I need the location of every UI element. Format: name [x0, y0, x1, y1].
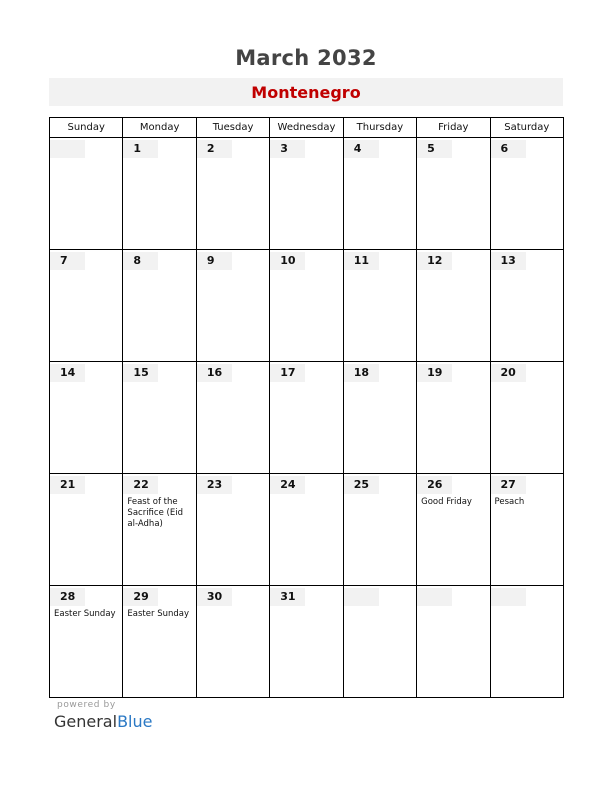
day-cell[interactable]	[123, 362, 196, 474]
day-number: 27	[491, 476, 526, 494]
day-number: 5	[417, 140, 452, 158]
weekday-header: Monday	[123, 118, 196, 138]
day-cell[interactable]	[50, 586, 123, 698]
week-row	[50, 362, 564, 474]
day-number: 11	[344, 252, 379, 270]
day-number: 2	[197, 140, 232, 158]
day-number: 1	[123, 140, 158, 158]
weekday-header: Tuesday	[196, 118, 269, 138]
weekday-header: Wednesday	[270, 118, 343, 138]
day-cell[interactable]	[417, 362, 490, 474]
holiday-label: Pesach	[494, 497, 525, 507]
day-cell[interactable]	[490, 362, 563, 474]
brand-blue-text: Blue	[117, 712, 153, 731]
calendar-grid	[49, 117, 564, 698]
day-cell[interactable]	[123, 138, 196, 250]
day-cell[interactable]	[196, 138, 269, 250]
day-number: 7	[50, 252, 85, 270]
day-number: 8	[123, 252, 158, 270]
day-number: 19	[417, 364, 452, 382]
country-banner	[49, 78, 563, 106]
day-number: 25	[344, 476, 379, 494]
day-cell[interactable]	[490, 586, 563, 698]
day-number: 9	[197, 252, 232, 270]
day-cell[interactable]	[417, 138, 490, 250]
generalblue-logo[interactable]	[54, 712, 152, 731]
day-cell[interactable]	[123, 474, 196, 586]
day-number: 20	[491, 364, 526, 382]
weekday-header: Saturday	[490, 118, 563, 138]
holiday-label: Easter Sunday	[54, 609, 116, 619]
day-cell[interactable]	[490, 474, 563, 586]
day-number: 14	[50, 364, 85, 382]
day-cell[interactable]	[196, 586, 269, 698]
day-number: 29	[123, 588, 158, 606]
holiday-label: Good Friday	[421, 497, 472, 507]
weekday-header-row	[50, 118, 564, 138]
brand-general-text: General	[54, 712, 118, 731]
day-number	[344, 588, 379, 606]
day-number: 13	[491, 252, 526, 270]
day-cell[interactable]	[270, 362, 343, 474]
day-number	[50, 140, 85, 158]
day-number: 26	[417, 476, 452, 494]
day-number: 15	[123, 364, 158, 382]
day-number: 21	[50, 476, 85, 494]
day-number: 16	[197, 364, 232, 382]
day-number: 22	[123, 476, 158, 494]
day-cell[interactable]	[196, 250, 269, 362]
day-cell[interactable]	[343, 362, 416, 474]
day-number: 23	[197, 476, 232, 494]
day-cell[interactable]	[490, 250, 563, 362]
day-cell[interactable]	[343, 474, 416, 586]
day-number: 4	[344, 140, 379, 158]
day-cell[interactable]	[123, 586, 196, 698]
week-row	[50, 250, 564, 362]
day-cell[interactable]	[417, 586, 490, 698]
day-number: 28	[50, 588, 85, 606]
powered-by-label: powered by	[57, 700, 116, 710]
week-row	[50, 586, 564, 698]
day-number: 24	[270, 476, 305, 494]
country-name: Montenegro	[251, 83, 361, 102]
day-cell[interactable]	[417, 250, 490, 362]
weekday-header: Friday	[417, 118, 490, 138]
day-number: 30	[197, 588, 232, 606]
day-number: 18	[344, 364, 379, 382]
calendar-title: March 2032	[235, 46, 377, 70]
day-cell[interactable]	[123, 250, 196, 362]
day-cell[interactable]	[343, 250, 416, 362]
day-number	[417, 588, 452, 606]
day-cell[interactable]	[50, 138, 123, 250]
day-cell[interactable]	[196, 362, 269, 474]
week-row	[50, 474, 564, 586]
holiday-label: Feast of the Sacrifice (Eid al-Adha)	[127, 497, 183, 529]
day-number	[491, 588, 526, 606]
day-number: 3	[270, 140, 305, 158]
day-cell[interactable]	[270, 586, 343, 698]
day-number: 17	[270, 364, 305, 382]
weekday-header: Thursday	[343, 118, 416, 138]
day-cell[interactable]	[270, 138, 343, 250]
day-cell[interactable]	[50, 362, 123, 474]
day-number: 12	[417, 252, 452, 270]
day-number: 10	[270, 252, 305, 270]
day-cell[interactable]	[270, 474, 343, 586]
holiday-label: Easter Sunday	[127, 609, 189, 619]
day-cell[interactable]	[50, 474, 123, 586]
weekday-header: Sunday	[50, 118, 123, 138]
day-cell[interactable]	[343, 138, 416, 250]
day-cell[interactable]	[343, 586, 416, 698]
day-cell[interactable]	[417, 474, 490, 586]
day-cell[interactable]	[490, 138, 563, 250]
day-cell[interactable]	[270, 250, 343, 362]
week-row	[50, 138, 564, 250]
day-number: 31	[270, 588, 305, 606]
day-cell[interactable]	[196, 474, 269, 586]
day-cell[interactable]	[50, 250, 123, 362]
day-number: 6	[491, 140, 526, 158]
